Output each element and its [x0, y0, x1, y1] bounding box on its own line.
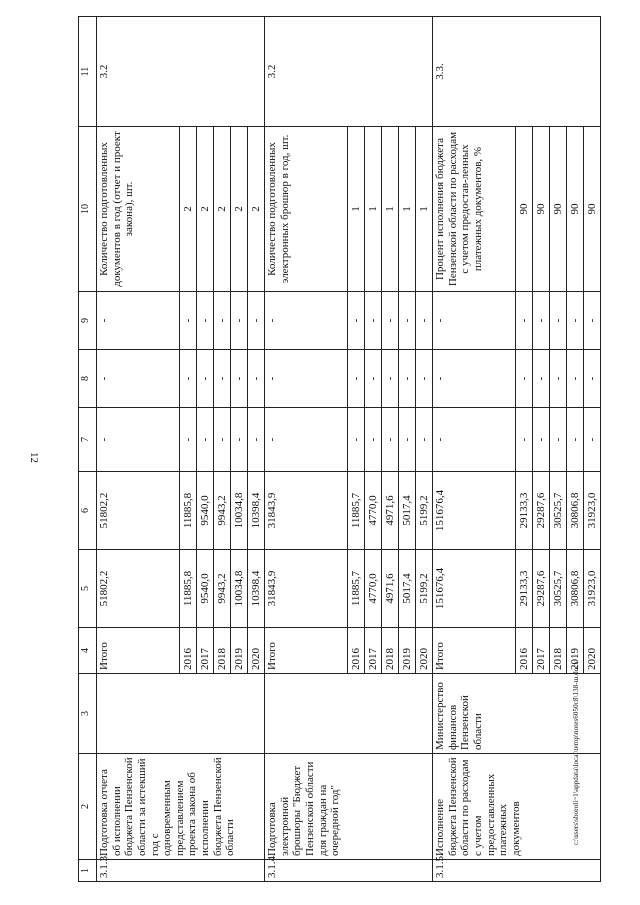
- value-cell: -: [550, 408, 567, 472]
- measure-executor: [265, 674, 433, 754]
- value-cell: 11885,7: [348, 472, 365, 550]
- total-value: 151676,4: [433, 550, 516, 628]
- col-header: 10: [79, 127, 97, 292]
- value-cell: 9943,2: [214, 472, 231, 550]
- value-cell: 1: [416, 127, 433, 292]
- program-measures-table: [78, 16, 601, 882]
- value-cell: -: [348, 408, 365, 472]
- indicator-code: 3.3.: [433, 17, 601, 127]
- value-cell: 30806,8: [567, 472, 584, 550]
- year-cell: 2017: [365, 628, 382, 674]
- year-cell: 2019: [399, 628, 416, 674]
- col-header: 2: [79, 754, 97, 860]
- year-cell: 2018: [382, 628, 399, 674]
- value-cell: -: [248, 408, 265, 472]
- total-value: -: [97, 350, 180, 408]
- year-cell: 2019: [231, 628, 248, 674]
- value-cell: 4971,6: [382, 550, 399, 628]
- col-header: 1: [79, 860, 97, 882]
- measure-number: 3.1.5.: [433, 860, 601, 882]
- value-cell: 4971,6: [382, 472, 399, 550]
- indicator-name: Количество подготовленных документов в год (отчет и проект закона), шт.: [97, 127, 180, 292]
- year-cell: 2017: [197, 628, 214, 674]
- value-cell: 2: [248, 127, 265, 292]
- total-value: 31843,9: [265, 472, 348, 550]
- value-cell: 11885,7: [348, 550, 365, 628]
- value-cell: 90: [584, 127, 601, 292]
- value-cell: -: [533, 350, 550, 408]
- value-cell: 30525,7: [550, 550, 567, 628]
- value-cell: -: [399, 292, 416, 350]
- value-cell: -: [365, 408, 382, 472]
- value-cell: 4770,0: [365, 472, 382, 550]
- total-value: 51802,2: [97, 550, 180, 628]
- year-cell: 2018: [550, 628, 567, 674]
- col-header: 9: [79, 292, 97, 350]
- total-value: -: [265, 292, 348, 350]
- total-value: -: [433, 408, 516, 472]
- total-value: -: [433, 350, 516, 408]
- measure-name: Подготовка электронной брошюры "Бюджет Пензенской области для граждан на очередной год": [265, 754, 433, 860]
- value-cell: 29133,3: [516, 472, 533, 550]
- value-cell: -: [348, 350, 365, 408]
- value-cell: 10398,4: [248, 550, 265, 628]
- page-number: 12: [28, 452, 40, 463]
- value-cell: 2: [180, 127, 197, 292]
- measure-executor: Министерство финансов Пензенской области: [433, 674, 601, 754]
- year-cell: 2018: [214, 628, 231, 674]
- measure-total-row: [97, 17, 180, 882]
- indicator-name: Процент исполнения бюджета Пензенской области по расходам с учетом предостав-ленных платежных документов, %: [433, 127, 516, 292]
- value-cell: -: [180, 408, 197, 472]
- value-cell: -: [550, 350, 567, 408]
- total-label: Итого: [97, 628, 180, 674]
- value-cell: 29133,3: [516, 550, 533, 628]
- indicator-code: 3.2: [265, 17, 433, 127]
- value-cell: 5199,2: [416, 472, 433, 550]
- year-cell: 2020: [584, 628, 601, 674]
- value-cell: 90: [533, 127, 550, 292]
- value-cell: -: [197, 408, 214, 472]
- total-value: 151676,4: [433, 472, 516, 550]
- value-cell: 11885,8: [180, 550, 197, 628]
- value-cell: -: [533, 292, 550, 350]
- column-number-row: [79, 17, 97, 882]
- value-cell: 10398,4: [248, 472, 265, 550]
- value-cell: -: [416, 350, 433, 408]
- value-cell: -: [399, 408, 416, 472]
- year-cell: 2020: [416, 628, 433, 674]
- value-cell: 5017,4: [399, 472, 416, 550]
- value-cell: -: [197, 292, 214, 350]
- value-cell: -: [214, 292, 231, 350]
- col-header: 6: [79, 472, 97, 550]
- measure-total-row: [433, 17, 516, 882]
- value-cell: -: [248, 292, 265, 350]
- value-cell: -: [214, 408, 231, 472]
- measure-executor: [97, 674, 265, 754]
- value-cell: 5017,4: [399, 550, 416, 628]
- value-cell: 4770,0: [365, 550, 382, 628]
- total-value: -: [97, 408, 180, 472]
- value-cell: 9540,0: [197, 550, 214, 628]
- measure-total-row: [265, 17, 348, 882]
- col-header: 7: [79, 408, 97, 472]
- value-cell: 2: [231, 127, 248, 292]
- value-cell: -: [348, 292, 365, 350]
- value-cell: -: [382, 408, 399, 472]
- total-label: Итого: [433, 628, 516, 674]
- value-cell: 1: [348, 127, 365, 292]
- measure-name: Подготовка отчета об исполнении бюджета Пензенской области за истекший год с одновременным представлением проекта закона об исполнении бюджета Пензенской области: [97, 754, 265, 860]
- value-cell: -: [399, 350, 416, 408]
- value-cell: -: [231, 350, 248, 408]
- total-value: -: [265, 408, 348, 472]
- value-cell: 29287,6: [533, 472, 550, 550]
- col-header: 3: [79, 674, 97, 754]
- value-cell: 1: [365, 127, 382, 292]
- measure-number: 3.1.4.: [265, 860, 433, 882]
- indicator-name: Количество подготовленных электронных брошюр в год, шт.: [265, 127, 348, 292]
- value-cell: -: [231, 292, 248, 350]
- total-value: 51802,2: [97, 472, 180, 550]
- value-cell: -: [197, 350, 214, 408]
- value-cell: -: [584, 350, 601, 408]
- value-cell: 2: [214, 127, 231, 292]
- footer-file-path: c:\users\sboroli~1\appdata\local\temp\notes6050c8\138-ш.docx: [572, 660, 580, 845]
- value-cell: -: [416, 408, 433, 472]
- value-cell: -: [584, 408, 601, 472]
- col-header: 8: [79, 350, 97, 408]
- col-header: 4: [79, 628, 97, 674]
- value-cell: -: [180, 292, 197, 350]
- value-cell: -: [516, 292, 533, 350]
- value-cell: -: [567, 292, 584, 350]
- value-cell: -: [382, 350, 399, 408]
- value-cell: -: [365, 350, 382, 408]
- measure-number: 3.1.3.: [97, 860, 265, 882]
- value-cell: 5199,2: [416, 550, 433, 628]
- value-cell: 1: [399, 127, 416, 292]
- value-cell: 1: [382, 127, 399, 292]
- value-cell: 30806,8: [567, 550, 584, 628]
- total-value: -: [97, 292, 180, 350]
- value-cell: -: [416, 292, 433, 350]
- value-cell: 31923,0: [584, 472, 601, 550]
- value-cell: 9943,2: [214, 550, 231, 628]
- value-cell: 90: [567, 127, 584, 292]
- col-header: 11: [79, 17, 97, 127]
- year-cell: 2019: [567, 628, 584, 674]
- value-cell: 30525,7: [550, 472, 567, 550]
- value-cell: 10034,8: [231, 472, 248, 550]
- value-cell: -: [584, 292, 601, 350]
- year-cell: 2017: [533, 628, 550, 674]
- table-body: [79, 17, 601, 882]
- value-cell: -: [567, 350, 584, 408]
- value-cell: 90: [516, 127, 533, 292]
- value-cell: -: [516, 408, 533, 472]
- rotated-table-container: [78, 17, 598, 882]
- value-cell: 9540,0: [197, 472, 214, 550]
- value-cell: 29287,6: [533, 550, 550, 628]
- total-value: -: [265, 350, 348, 408]
- value-cell: 31923,0: [584, 550, 601, 628]
- indicator-code: 3.2: [97, 17, 265, 127]
- year-cell: 2016: [180, 628, 197, 674]
- value-cell: -: [248, 350, 265, 408]
- value-cell: -: [567, 408, 584, 472]
- value-cell: -: [516, 350, 533, 408]
- value-cell: -: [382, 292, 399, 350]
- measure-name: Исполнение бюджета Пензенской области по расходам с учетом предоставленных платежных документов: [433, 754, 601, 860]
- col-header: 5: [79, 550, 97, 628]
- value-cell: -: [214, 350, 231, 408]
- value-cell: 2: [197, 127, 214, 292]
- year-cell: 2016: [516, 628, 533, 674]
- value-cell: -: [550, 292, 567, 350]
- total-label: Итого: [265, 628, 348, 674]
- value-cell: -: [231, 408, 248, 472]
- total-value: -: [433, 292, 516, 350]
- value-cell: -: [180, 350, 197, 408]
- year-cell: 2016: [348, 628, 365, 674]
- value-cell: -: [533, 408, 550, 472]
- total-value: 31843,9: [265, 550, 348, 628]
- value-cell: 11885,8: [180, 472, 197, 550]
- value-cell: 10034,8: [231, 550, 248, 628]
- value-cell: 90: [550, 127, 567, 292]
- value-cell: -: [365, 292, 382, 350]
- year-cell: 2020: [248, 628, 265, 674]
